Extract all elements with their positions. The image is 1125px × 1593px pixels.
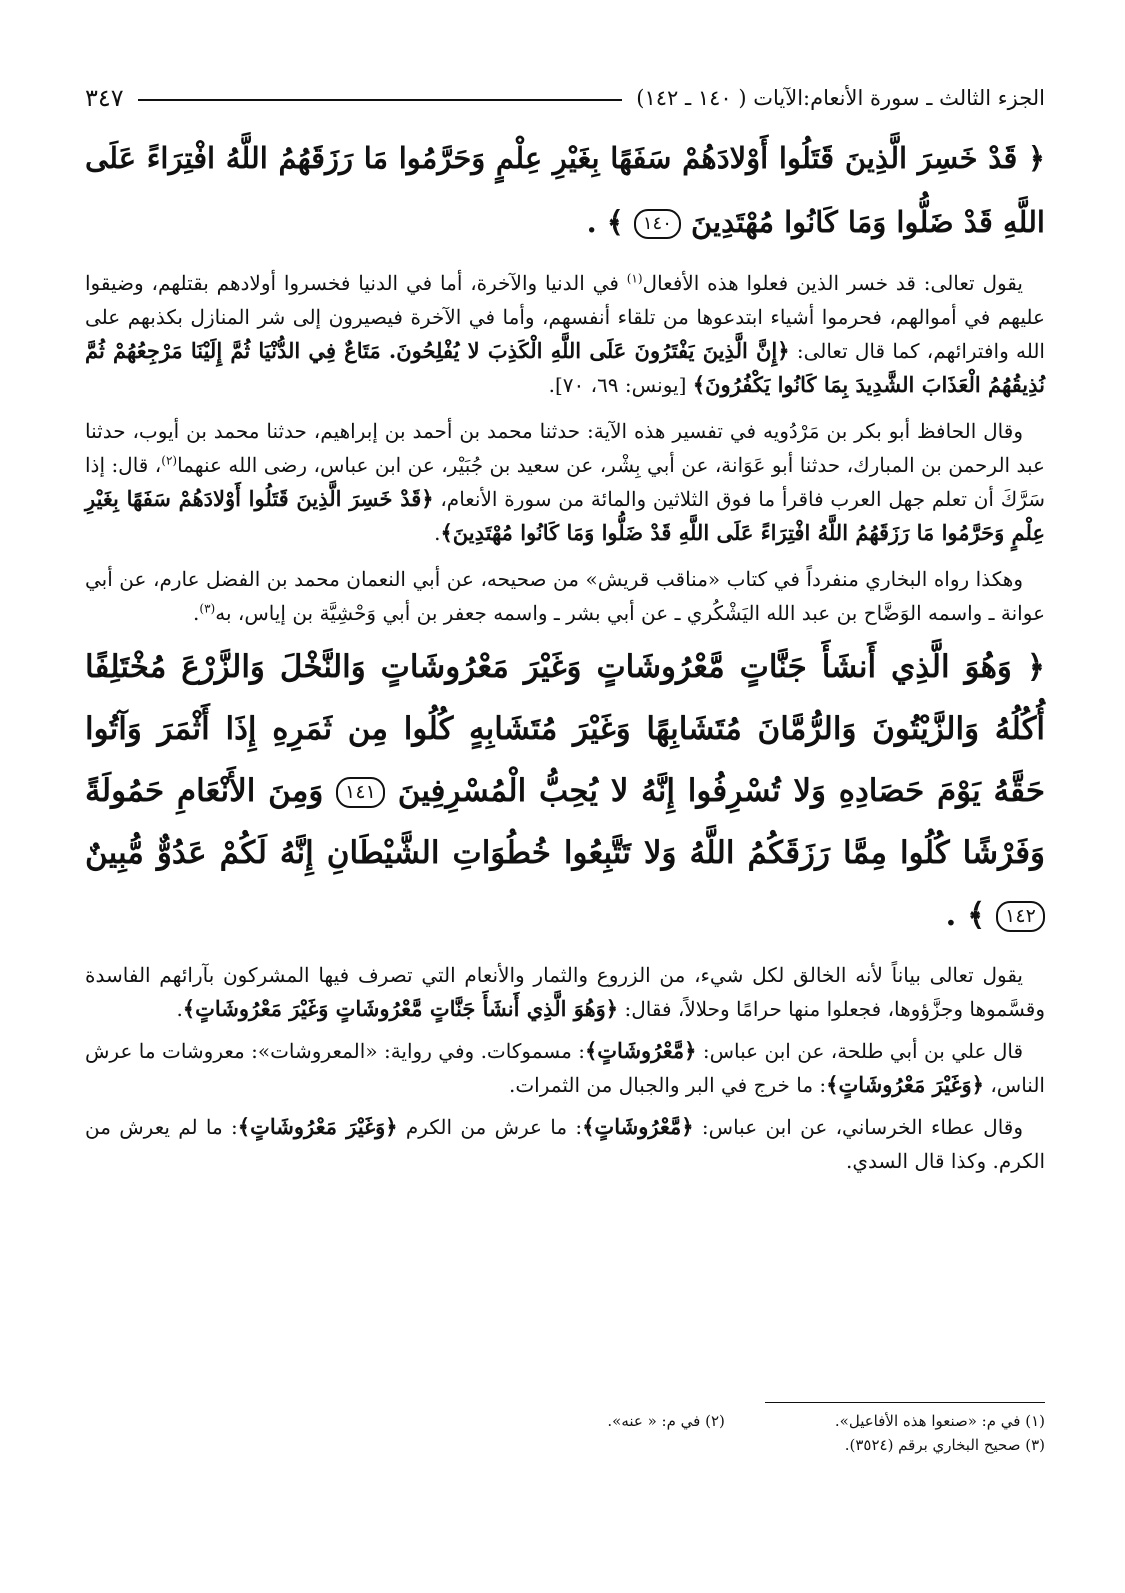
para-text: ، قال: إذا سَرَّكَ أن تعلم جهل العرب فاقرأ ما فوق الثلاثين والمائة من سورة الأنعام، bbox=[85, 453, 1046, 511]
para-text: وقال الحافظ أبو بكر بن مَرْدُويه في تفسير هذه الآية: حدثنا محمد بن أحمد بن إبراهيم، حدثنا محمد بن أيوب، حدثنا عبد الرحمن بن المبارك، حدثنا أبو عَوَانة، عن أبي بِشْر، عن سعيد بن جُبَيْر، عن ابن عباس، رضى الله عنهما bbox=[85, 419, 1045, 477]
footnote-3: (٣) صحيح البخاري برقم (٣٥٢٤). bbox=[844, 1436, 1045, 1454]
para-text: . bbox=[176, 997, 183, 1021]
quran-quote: ﴿قَدْ خَسِرَ الَّذِينَ قَتَلُوا أَوْلادَهُمْ سَفَهًا بِغَيْرِ عِلْمٍ وَحَرَّمُوا مَا رَزَقَهُمُ اللَّهُ افْتِرَاءً عَلَى اللَّهِ قَدْ ضَلُّوا وَمَا كَانُوا مُهْتَدِينَ﴾ bbox=[85, 486, 1045, 545]
verse-141-text: ﴿ وَهُوَ الَّذِي أَنشَأَ جَنَّاتٍ مَّعْرُوشَاتٍ وَغَيْرَ مَعْرُوشَاتٍ وَالنَّخْلَ وَالزَّرْعَ مُخْتَلِفًا أُكُلُهُ وَالزَّيْتُونَ وَالرُّمَّانَ مُتَشَابِهًا وَغَيْرَ مُتَشَابِهٍ كُلُوا مِن ثَمَرِهِ إِذَا أَثْمَرَ وَآتُوا حَقَّهُ يَوْمَ حَصَادِهِ وَلا تُسْرِفُوا إِنَّهُ لا يُحِبُّ الْمُسْرِفِينَ bbox=[85, 649, 1046, 809]
surah-reference: [يونس: ٦٩، ٧٠]. bbox=[548, 373, 693, 397]
footnote-2: (٢) في م: « عنه». bbox=[607, 1412, 725, 1430]
verse-140-text: ﴿ قَدْ خَسِرَ الَّذِينَ قَتَلُوا أَوْلادَهُمْ سَفَهًا بِغَيْرِ عِلْمٍ وَحَرَّمُوا مَا رَزَقَهُمُ اللَّهُ افْتِرَاءً عَلَى اللَّهِ قَدْ ضَلُّوا وَمَا كَانُوا مُهْتَدِينَ bbox=[85, 141, 1045, 239]
footnote-rule bbox=[765, 1402, 1045, 1403]
verse-141-142 bbox=[85, 636, 1045, 946]
verse-number-badge: ١٤٢ bbox=[996, 901, 1045, 932]
para-text: وهكذا رواه البخاري منفرداً في كتاب «مناقب قريش» من صحيحه، عن أبي النعمان محمد بن الفضل عارم، عن أبي عوانة ـ واسمه الوَضَّاح بن عبد الله اليَشْكُري ـ عن أبي بشر ـ واسمه جعفر بن أبي وَحْشِيَّة بن إياس، به bbox=[85, 567, 1045, 625]
commentary-paragraph-5 bbox=[85, 1034, 1045, 1102]
verse-142-end: ﴾ . bbox=[945, 897, 986, 933]
quran-quote: ﴿وَهُوَ الَّذِي أَنشَأَ جَنَّاتٍ مَّعْرُوشَاتٍ وَغَيْرَ مَعْرُوشَاتٍ﴾ bbox=[182, 996, 619, 1021]
running-header bbox=[85, 78, 1045, 118]
footnote-row bbox=[85, 1409, 1045, 1433]
commentary-paragraph-6 bbox=[85, 1110, 1045, 1178]
verse-number-badge: ١٤١ bbox=[336, 777, 385, 808]
footnote-ref: (١) bbox=[626, 271, 643, 286]
footnote-ref: (٣) bbox=[199, 601, 216, 616]
para-text: قال علي بن أبي طلحة، عن ابن عباس: bbox=[696, 1039, 1024, 1063]
quran-quote: ﴿مَّعْرُوشَاتٍ﴾ bbox=[584, 1038, 697, 1063]
commentary-paragraph-2 bbox=[85, 414, 1045, 550]
para-text: يقول تعالى: قد خسر الذين فعلوا هذه الأفعال bbox=[642, 271, 1023, 295]
para-text: : مسموكات. وفي رواية: «المعروشات»: معروشات ما عرش الناس، bbox=[85, 1039, 1045, 1097]
para-text: . bbox=[434, 521, 441, 545]
para-text: : ما لم يعرش من الكرم. وكذا قال السدي. bbox=[85, 1115, 1045, 1173]
verse-number-badge: ١٤٠ bbox=[634, 209, 681, 238]
header-title: الجزء الثالث ـ سورة الأنعام:الآيات ( ١٤٠ ـ ١٤٢) bbox=[636, 86, 1045, 110]
para-text: يقول تعالى بياناً لأنه الخالق لكل شيء، من الزروع والثمار والأنعام التي تصرف فيها المشركون بآرائهم الفاسدة وقسَّموها وجزَّؤوها، فجعلوا منها حرامًا وحلالاً، فقال: bbox=[85, 963, 1045, 1021]
page-number: ٣٤٧ bbox=[85, 84, 124, 112]
commentary-paragraph-3 bbox=[85, 562, 1045, 630]
verse-142-text: وَمِنَ الأَنْعَامِ حَمُولَةً وَفَرْشًا كُلُوا مِمَّا رَزَقَكُمُ اللَّهُ وَلا تَتَّبِعُوا خُطُوَاتِ الشَّيْطَانِ إِنَّهُ لَكُمْ عَدُوٌّ مُّبِينٌ bbox=[85, 773, 1045, 871]
verse-140 bbox=[85, 126, 1045, 254]
para-text: في الدنيا والآخرة، أما في الدنيا فخسروا أولادهم بقتلهم، وضيقوا عليهم في أموالهم، فحرموا أشياء ابتدعوها من تلقاء أنفسهم، وأما في الآخرة فيصيرون إلى شر المنازل بكذبهم على الله وافترائهم، كما قال تعالى: bbox=[85, 271, 1045, 363]
commentary-paragraph-1 bbox=[85, 266, 1045, 402]
para-text: : ما عرش من الكرم bbox=[397, 1115, 583, 1139]
verse-140-end: ﴾ . bbox=[586, 205, 624, 239]
footnote-ref: (٢) bbox=[161, 453, 178, 468]
para-text: : ما خرج في البر والجبال من الثمرات. bbox=[508, 1073, 827, 1097]
footnotes bbox=[85, 1402, 1045, 1457]
header-rule bbox=[138, 99, 623, 101]
quran-quote: ﴿مَّعْرُوشَاتٍ﴾ bbox=[582, 1114, 694, 1139]
commentary-paragraph-4 bbox=[85, 958, 1045, 1026]
quran-quote: ﴿إِنَّ الَّذِينَ يَفْتَرُونَ عَلَى اللَّهِ الْكَذِبَ لا يُفْلِحُونَ. مَتَاعٌ فِي الدُّنْيَا ثُمَّ إِلَيْنَا مَرْجِعُهُمْ ثُمَّ نُذِيقُهُمُ الْعَذَابَ الشَّدِيدَ بِمَا كَانُوا يَكْفُرُونَ﴾ bbox=[85, 338, 1045, 397]
quran-quote: ﴿وَغَيْرَ مَعْرُوشَاتٍ﴾ bbox=[826, 1072, 984, 1097]
quran-quote: ﴿وَغَيْرَ مَعْرُوشَاتٍ﴾ bbox=[237, 1114, 398, 1139]
footnote-1: (١) في م: «صنعوا هذه الأفاعيل». bbox=[834, 1412, 1045, 1430]
para-text: وقال عطاء الخرساني، عن ابن عباس: bbox=[693, 1115, 1024, 1139]
para-text: . bbox=[193, 601, 200, 625]
